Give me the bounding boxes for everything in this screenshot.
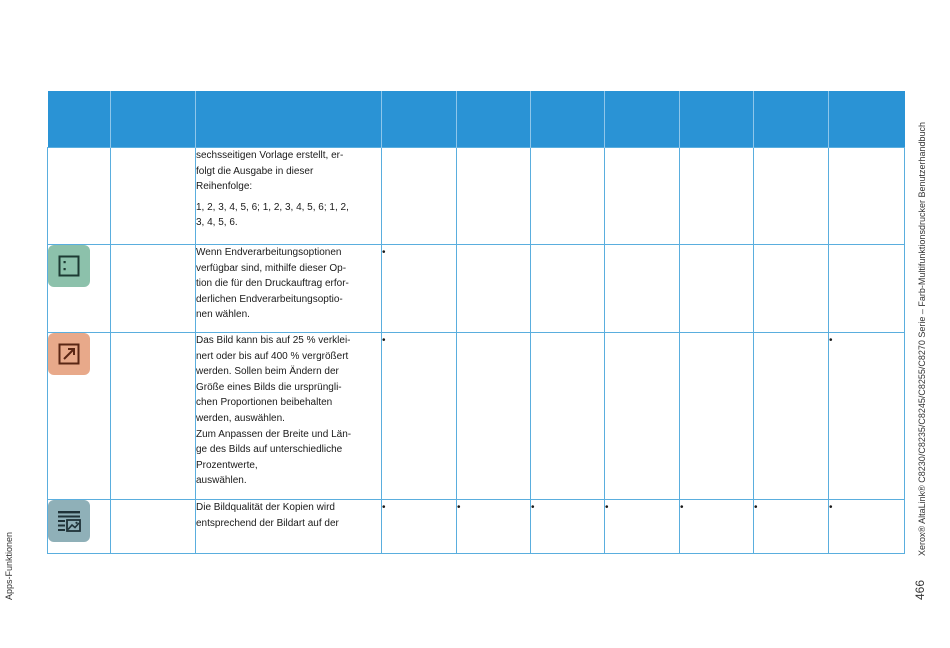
features-table — [47, 91, 905, 554]
availability-mark: • — [382, 245, 457, 333]
description-cell — [196, 500, 382, 554]
header-cell-app-1 — [382, 91, 457, 148]
availability-mark — [754, 148, 829, 245]
table-row — [48, 245, 905, 333]
header-cell-app-5 — [680, 91, 754, 148]
header-cell-app-4 — [605, 91, 680, 148]
availability-mark — [531, 148, 605, 245]
header-cell-app-7 — [829, 91, 905, 148]
availability-mark — [754, 333, 829, 500]
header-cell-app-2 — [457, 91, 531, 148]
description-cell — [196, 245, 382, 333]
description-paragraph: Wenn Endverarbeitungsoptionen verfügbar sind, mithilfe dieser Op- tion die für den Druckauftrag erfor- derlichen Endverarbeitungsoptio- nen wählen. — [196, 247, 349, 321]
description-paragraph: sechsseitigen Vorlage erstellt, er- folgt die Ausgabe in dieser Reihenfolge: — [196, 150, 344, 193]
feature-cell — [111, 148, 196, 245]
availability-mark — [457, 245, 531, 333]
header-cell-description — [196, 91, 382, 148]
availability-mark — [382, 148, 457, 245]
availability-mark: • — [531, 500, 605, 554]
availability-mark — [531, 245, 605, 333]
icon-cell — [48, 148, 111, 245]
chapter-label: Apps-Funktionen — [4, 531, 14, 600]
availability-mark: • — [829, 333, 905, 500]
feature-cell — [111, 333, 196, 500]
availability-mark — [531, 333, 605, 500]
availability-mark: • — [382, 333, 457, 500]
availability-mark: • — [457, 500, 531, 554]
manual-title: Xerox® AltaLink® C8230/C8235/C8245/C8255/C8270 Serie – Farb-Multifunktionsdrucker Benutzerhandbuch — [917, 121, 927, 556]
header-cell-feature — [111, 91, 196, 148]
feature-cell — [111, 245, 196, 333]
description-cell — [196, 333, 382, 500]
description-cell — [196, 148, 382, 245]
availability-mark — [605, 148, 680, 245]
table-header-row — [48, 91, 905, 148]
header-cell-icon — [48, 91, 111, 148]
availability-mark — [457, 148, 531, 245]
description-paragraph: 1, 2, 3, 4, 5, 6; 1, 2, 3, 4, 5, 6; 1, 2, 3, 4, 5, 6. — [196, 201, 349, 229]
availability-mark: • — [829, 500, 905, 554]
availability-mark — [680, 148, 754, 245]
availability-mark: • — [680, 500, 754, 554]
availability-mark — [829, 245, 905, 333]
feature-cell — [111, 500, 196, 554]
description-paragraph: Das Bild kann bis auf 25 % verklei- nert oder bis auf 400 % vergrößert werden. Sollen beim Ändern der Größe eines Bilds die ursprüngli- chen Proportionen beibehalten werden, auswählen. Zum Anpassen der Breite und Län- ge des Bilds auf unterschiedliche Prozentwerte, auswählen. — [196, 335, 352, 487]
description-paragraph: Die Bildqualität der Kopien wird entsprechend der Bildart auf der — [196, 502, 339, 529]
availability-mark — [605, 245, 680, 333]
reduce-enlarge-icon — [48, 333, 90, 375]
finishing-icon — [48, 245, 90, 287]
availability-mark — [680, 245, 754, 333]
image-quality-icon — [48, 500, 90, 542]
header-cell-app-3 — [531, 91, 605, 148]
page-number: 466 — [913, 579, 927, 600]
availability-mark: • — [382, 500, 457, 554]
availability-mark: • — [605, 500, 680, 554]
availability-mark — [829, 148, 905, 245]
availability-mark: • — [754, 500, 829, 554]
availability-mark — [605, 333, 680, 500]
availability-mark — [680, 333, 754, 500]
table-row — [48, 500, 905, 554]
table-row — [48, 148, 905, 245]
icon-cell — [48, 245, 111, 333]
availability-mark — [754, 245, 829, 333]
table-row — [48, 333, 905, 500]
icon-cell — [48, 333, 111, 500]
header-cell-app-6 — [754, 91, 829, 148]
availability-mark — [457, 333, 531, 500]
icon-cell — [48, 500, 111, 554]
